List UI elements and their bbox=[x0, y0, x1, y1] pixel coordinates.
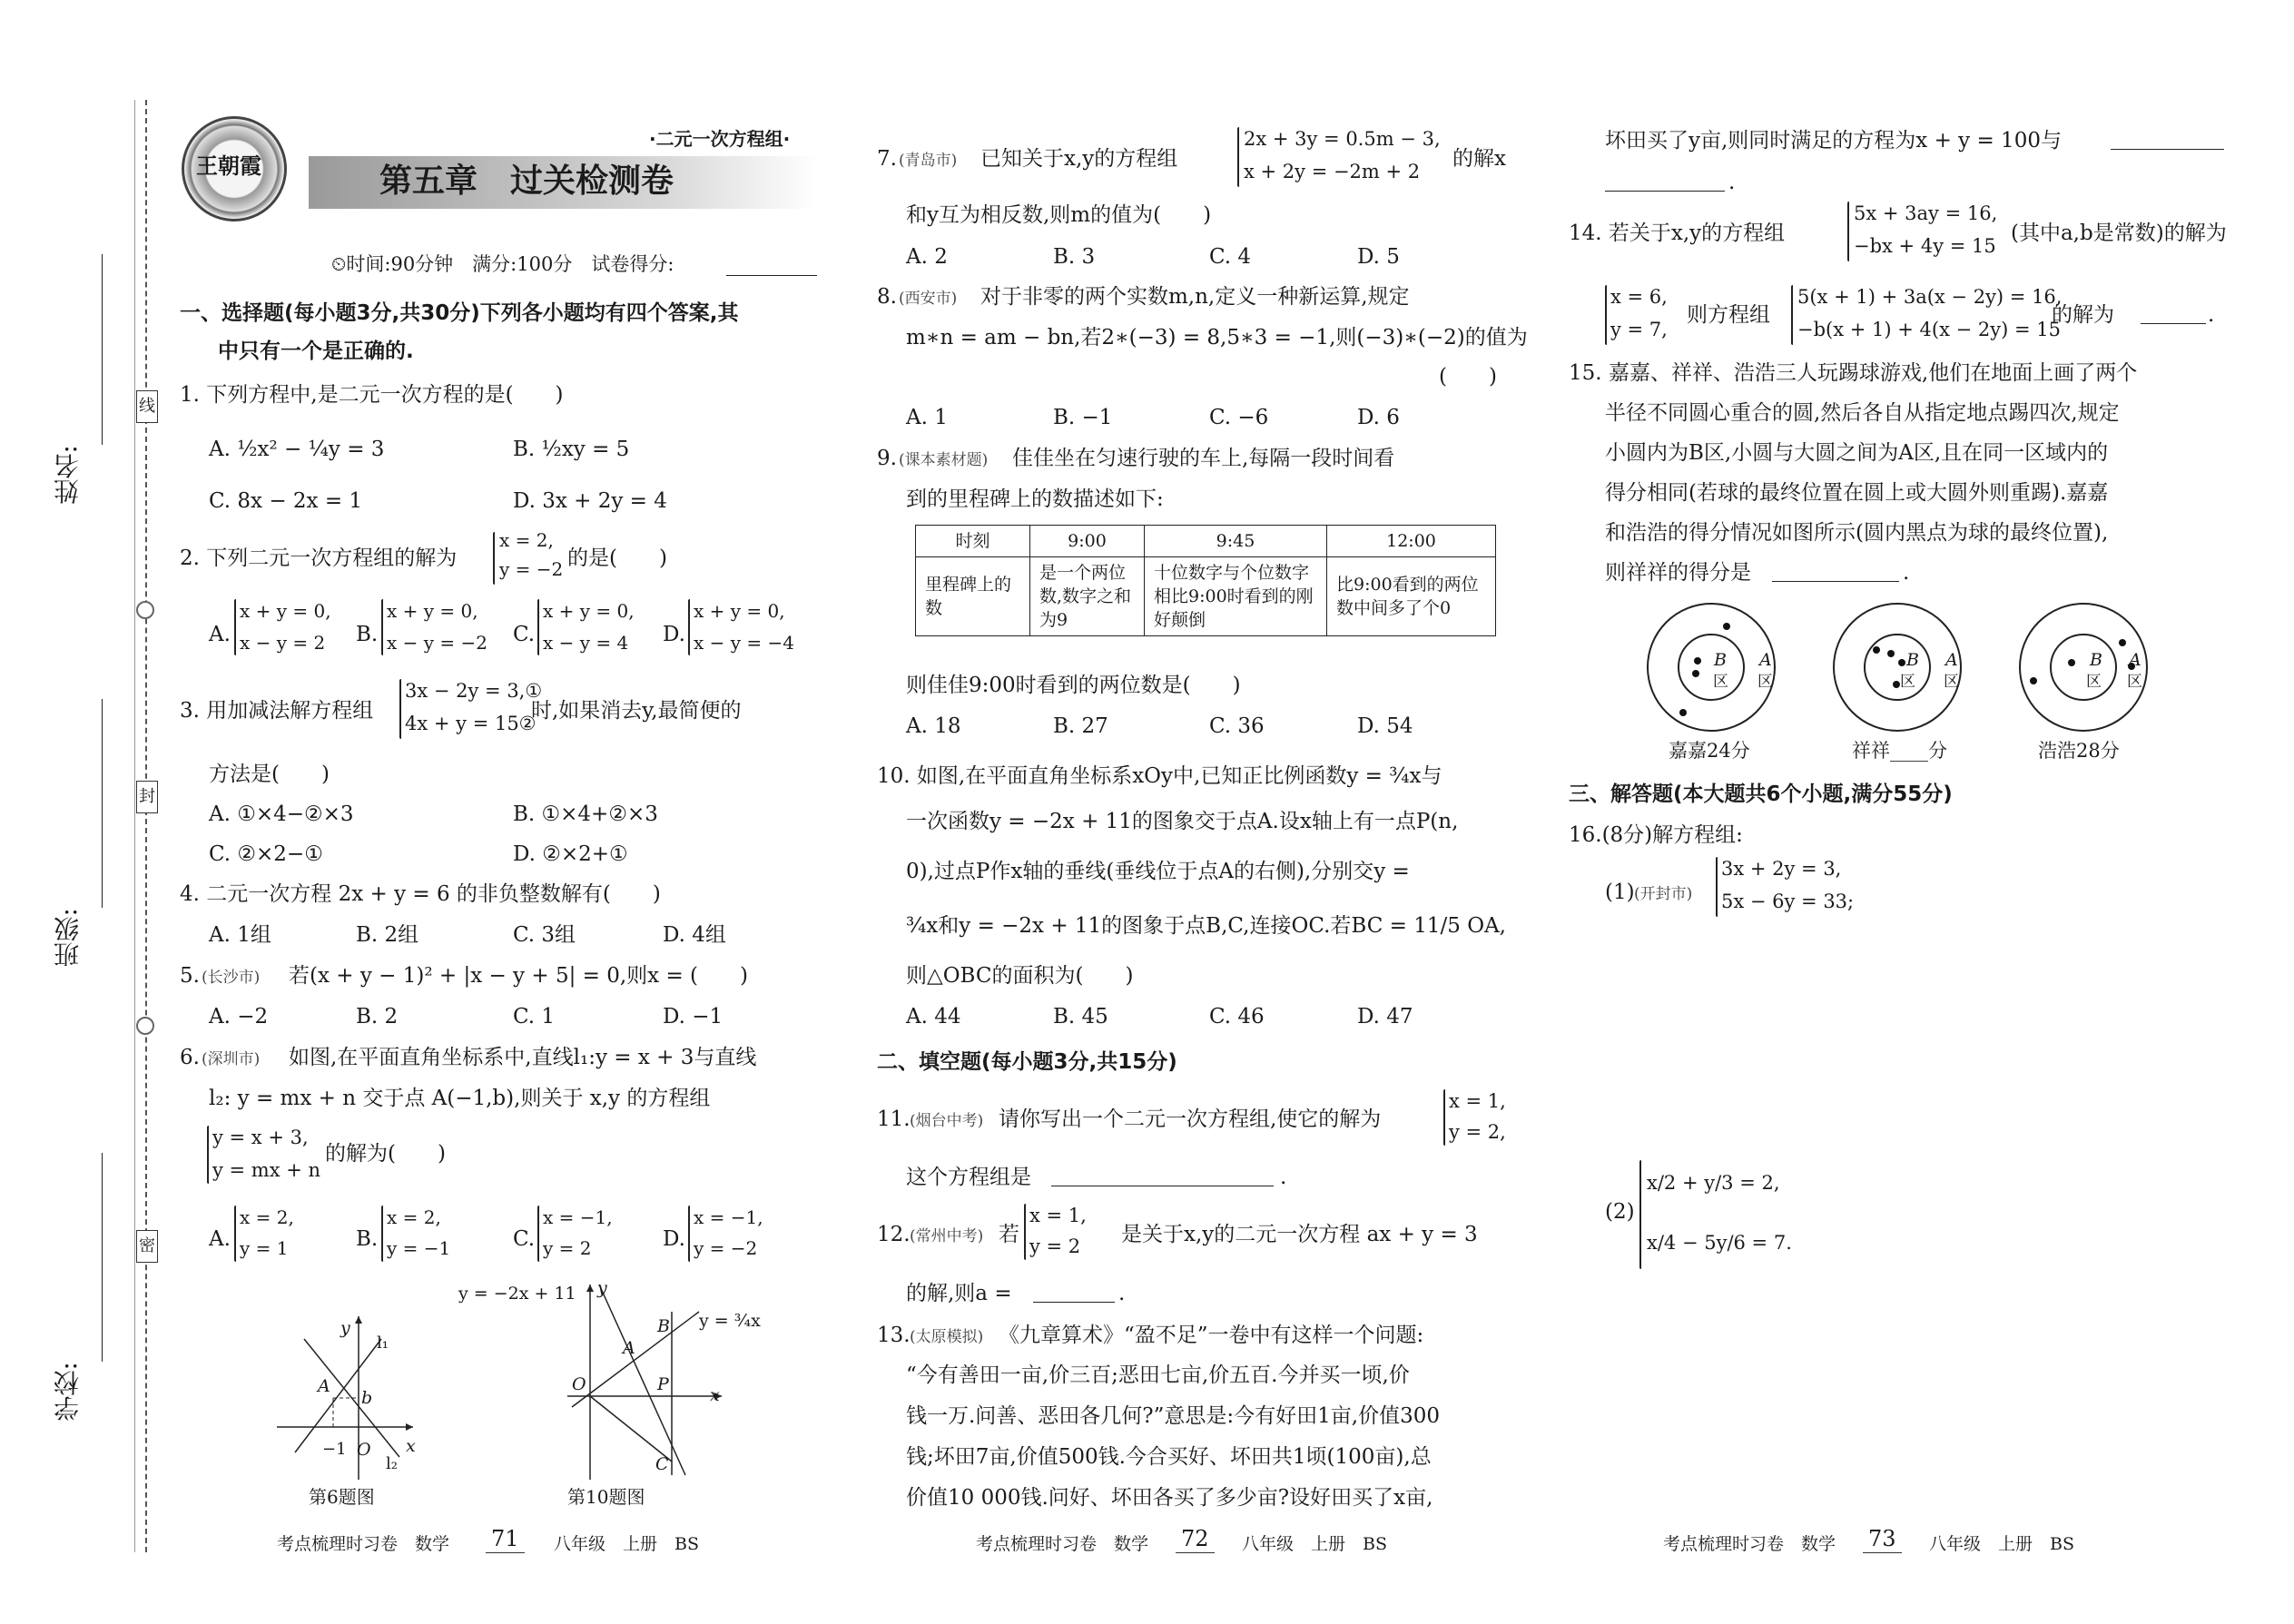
q6-num: 6. bbox=[180, 1046, 200, 1069]
q14-brace bbox=[1847, 202, 1849, 261]
q13-line-1: 《九章算术》“盈不足”一卷中有这样一个问题: bbox=[999, 1324, 1424, 1347]
fig10-A: A bbox=[623, 1338, 635, 1358]
q9-stem: 佳佳坐在匀速行驶的车上,每隔一段时间看 bbox=[1012, 447, 1395, 470]
q14-brace-2 bbox=[1605, 285, 1607, 345]
q7-stem-2: 和y互为相反数,则m的值为( ) bbox=[906, 203, 1212, 227]
q2-c-brace bbox=[537, 599, 539, 655]
fig10-x: x bbox=[710, 1385, 720, 1405]
class-label: 班级: bbox=[53, 908, 83, 968]
fig10-P: P bbox=[657, 1374, 669, 1394]
q11-sys-1: x = 1, bbox=[1449, 1090, 1506, 1112]
fig10-y: y bbox=[597, 1278, 607, 1298]
fig6-l1: l₁ bbox=[377, 1334, 389, 1353]
q15-line-3: 小圆内为B区,小圆与大圆之间为A区,且在同一区域内的 bbox=[1605, 441, 2109, 465]
q7-option-c[interactable]: C. 4 bbox=[1209, 245, 1252, 269]
q15-period: . bbox=[1903, 561, 1910, 585]
q7-option-b[interactable]: B. 3 bbox=[1053, 245, 1096, 269]
q2-c-1: x + y = 0, bbox=[543, 600, 635, 622]
q16-sys1-2: 5x − 6y = 33; bbox=[1721, 891, 1855, 912]
q13-period: . bbox=[1728, 171, 1736, 194]
seal-char-seal: 封 bbox=[136, 781, 158, 813]
q16-brace-1 bbox=[1716, 857, 1718, 917]
q12-sys-2: y = 2 bbox=[1029, 1235, 1081, 1257]
q6-stem: 如图,在平面直角坐标系中,直线l₁:y = x + 3与直线 bbox=[289, 1046, 757, 1069]
q11-source: (烟台中考) bbox=[910, 1112, 984, 1130]
q5-option-c[interactable]: C. 1 bbox=[513, 1005, 556, 1029]
target-label-jiajia: 嘉嘉24分 bbox=[1669, 740, 1750, 762]
q14-brace-3 bbox=[1791, 285, 1793, 345]
q1-option-b[interactable]: B. ½xy = 5 bbox=[513, 438, 630, 461]
q13-line-6: 坏田买了y亩,则同时满足的方程为x + y = 100与 bbox=[1605, 129, 2062, 153]
q7-source: (青岛市) bbox=[899, 152, 958, 170]
q6-sys-2: y = mx + n bbox=[212, 1159, 321, 1181]
q10-option-c[interactable]: C. 46 bbox=[1209, 1005, 1265, 1029]
q14-sys-2: −bx + 4y = 15 bbox=[1854, 235, 1996, 257]
q6-a-2: y = 1 bbox=[240, 1237, 289, 1259]
q6-sys-1: y = x + 3, bbox=[212, 1127, 309, 1148]
seal-char-secret: 密 bbox=[136, 1230, 158, 1263]
q15-answer-blank[interactable] bbox=[1772, 581, 1899, 582]
fig10-O: O bbox=[572, 1374, 586, 1394]
q3-sys-2: 4x + y = 15② bbox=[405, 713, 537, 734]
q2-d-brace bbox=[688, 599, 690, 655]
q6-d-label[interactable]: D. bbox=[663, 1227, 685, 1251]
q9-option-c[interactable]: C. 36 bbox=[1209, 714, 1265, 738]
q8-stem-3: ( ) bbox=[1439, 365, 1497, 389]
q3-stem: 3. 用加减法解方程组 bbox=[180, 699, 374, 723]
q7-option-a[interactable]: A. 2 bbox=[906, 245, 948, 269]
q6-d-brace bbox=[688, 1206, 690, 1262]
q10-stem-3: 0),过点P作x轴的垂线(垂线位于点A的右侧),分别交y = bbox=[906, 860, 1410, 883]
q4-option-b[interactable]: B. 2组 bbox=[356, 923, 419, 947]
school-label: 学校: bbox=[53, 1362, 83, 1422]
fig10-C: C bbox=[655, 1454, 669, 1474]
chapter-tag: ·二元一次方程组· bbox=[649, 128, 791, 150]
q6-d-1: x = −1, bbox=[694, 1206, 763, 1228]
q8-stem: 对于非零的两个实数m,n,定义一种新运算,规定 bbox=[980, 285, 1410, 309]
q9-source: (课本素材题) bbox=[899, 451, 989, 469]
q12-num: 12. bbox=[877, 1223, 911, 1246]
footer-left-72: 考点梳理时习卷 数学 bbox=[976, 1534, 1149, 1554]
zone-b-qu-3: 区 bbox=[2086, 673, 2102, 691]
q10-option-d[interactable]: D. 47 bbox=[1357, 1005, 1413, 1029]
q10-stem: 10. 如图,在平面直角坐标系xOy中,已知正比例函数y = ¾x与 bbox=[877, 764, 1442, 788]
figure-6-caption: 第6题图 bbox=[309, 1486, 375, 1508]
zone-b-label-2: B bbox=[1906, 650, 1919, 670]
q4-option-d[interactable]: D. 4组 bbox=[663, 923, 726, 947]
q11-sys-2: y = 2, bbox=[1449, 1121, 1506, 1143]
q8-num: 8. bbox=[877, 285, 897, 309]
figure-10-caption: 第10题图 bbox=[567, 1486, 645, 1508]
q2-a-2: x − y = 2 bbox=[240, 632, 326, 654]
page-number-72: 72 bbox=[1176, 1525, 1215, 1553]
q8-option-b[interactable]: B. −1 bbox=[1053, 406, 1113, 429]
q13-line-2: “今有善田一亩,价三百;恶田七亩,价五百.今并买一顷,价 bbox=[906, 1363, 1410, 1387]
q2-a-1: x + y = 0, bbox=[240, 600, 331, 622]
q2-sys-2: y = −2 bbox=[499, 558, 564, 580]
q10-option-a[interactable]: A. 44 bbox=[906, 1005, 961, 1029]
q12-stem-2: 的解,则a = bbox=[906, 1282, 1012, 1305]
q16-part1-source: (开封市) bbox=[1634, 885, 1693, 903]
q12-source: (常州中考) bbox=[910, 1227, 984, 1245]
zone-a-label-1: A bbox=[1759, 650, 1772, 670]
q9-stem-3: 则佳佳9:00时看到的两位数是( ) bbox=[906, 674, 1241, 697]
fig10-B: B bbox=[657, 1316, 670, 1336]
section-3-title: 三、解答题(本大题共6个小题,满分55分) bbox=[1569, 782, 1953, 806]
q2-b-brace bbox=[381, 599, 383, 655]
q8-source: (西安市) bbox=[899, 290, 958, 308]
q11-period: . bbox=[1280, 1166, 1287, 1189]
q6-b-label[interactable]: B. bbox=[356, 1227, 379, 1251]
q11-stem: 请你写出一个二元一次方程组,使它的解为 bbox=[999, 1107, 1382, 1131]
q6-c-brace bbox=[537, 1206, 539, 1262]
q16-sys2-2: x/4 − 5y/6 = 7. bbox=[1647, 1232, 1792, 1254]
q6-a-1: x = 2, bbox=[240, 1206, 294, 1228]
page-71 bbox=[0, 0, 844, 1624]
q14-tail-2: 的解为 bbox=[2052, 303, 2114, 327]
zone-a-qu-2: 区 bbox=[1944, 673, 1959, 691]
q2-b-2: x − y = −2 bbox=[387, 632, 488, 654]
q16-sys1-1: 3x + 2y = 3, bbox=[1721, 858, 1842, 880]
table-cell-945: 十位数字与个位数字相比9:00时看到的刚好颠倒 bbox=[1145, 557, 1327, 636]
q13-answer-blank-1[interactable] bbox=[2111, 149, 2224, 150]
q6-d-2: y = −2 bbox=[694, 1237, 758, 1259]
q14-answer-blank[interactable] bbox=[2141, 323, 2206, 324]
section-1-title: 一、选择题(每小题3分,共30分)下列各小题均有四个答案,其 bbox=[180, 301, 739, 325]
q6-source: (深圳市) bbox=[202, 1050, 261, 1068]
q13-line-5: 价值10 000钱.问好、坏田各买了多少亩?设好田买了x亩, bbox=[906, 1486, 1433, 1510]
q8-option-c[interactable]: C. −6 bbox=[1209, 406, 1269, 429]
student-name-label: 姓名: bbox=[53, 445, 83, 505]
q2-b-label[interactable]: B. bbox=[356, 623, 379, 646]
q3-tail: 时,如果消去y,最简便的 bbox=[531, 699, 742, 723]
q6-c-1: x = −1, bbox=[543, 1206, 613, 1228]
q2-a-label[interactable]: A. bbox=[209, 623, 231, 646]
table-cell-1200: 比9:00看到的两位数中间多了个0 bbox=[1327, 557, 1496, 636]
page-number-73: 73 bbox=[1863, 1525, 1902, 1553]
fig6-l2: l₂ bbox=[386, 1454, 398, 1473]
q3-sys-1: 3x − 2y = 3,① bbox=[405, 680, 543, 702]
zone-b-label-3: B bbox=[2090, 650, 2102, 670]
q5-option-d[interactable]: D. −1 bbox=[663, 1005, 724, 1029]
q6-a-brace bbox=[234, 1206, 236, 1262]
q13-answer-blank-2[interactable] bbox=[1605, 191, 1725, 192]
q5-stem: 若(x + y − 1)² + |x − y + 5| = 0,则x = ( ) bbox=[289, 964, 748, 988]
q6-b-2: y = −1 bbox=[387, 1237, 451, 1259]
zone-a-qu-1: 区 bbox=[1757, 673, 1773, 691]
q16-part1-label: (1) bbox=[1605, 881, 1635, 904]
q4-option-c[interactable]: C. 3组 bbox=[513, 923, 576, 947]
table-head-900: 9:00 bbox=[1030, 526, 1145, 557]
q2-d-1: x + y = 0, bbox=[694, 600, 785, 622]
q12-stem: 若 bbox=[999, 1223, 1019, 1246]
q8-option-a[interactable]: A. 1 bbox=[906, 406, 948, 429]
q5-num: 5. bbox=[180, 964, 200, 988]
q9-option-d[interactable]: D. 54 bbox=[1357, 714, 1413, 738]
q9-num: 9. bbox=[877, 447, 897, 470]
footer-right-71: 八年级 上册 BS bbox=[554, 1534, 699, 1554]
q8-stem-2: m∗n = am − bn,若2∗(−3) = 8,5∗3 = −1,则(−3)∗(−2)的值为 bbox=[906, 326, 1528, 349]
q16-part2-label: (2) bbox=[1605, 1200, 1635, 1224]
milestone-table bbox=[915, 525, 1496, 636]
q9-option-b[interactable]: B. 27 bbox=[1053, 714, 1108, 738]
q14-sys3-2: −b(x + 1) + 4(x − 2y) = 15 bbox=[1797, 319, 2061, 340]
q10-option-b[interactable]: B. 45 bbox=[1053, 1005, 1108, 1029]
q6-c-2: y = 2 bbox=[543, 1237, 592, 1259]
zone-b-qu-1: 区 bbox=[1713, 673, 1728, 691]
q1-stem: 1. 下列方程中,是二元一次方程的是( ) bbox=[180, 383, 564, 407]
q2-a-brace bbox=[234, 599, 236, 655]
q12-sys-1: x = 1, bbox=[1029, 1205, 1087, 1226]
q6-tail: 的解为( ) bbox=[325, 1142, 446, 1166]
q15-line-4: 得分相同(若球的最终位置在圆上或大圆外则重踢).嘉嘉 bbox=[1605, 481, 2109, 505]
q6-brace bbox=[207, 1126, 209, 1184]
q1-option-c[interactable]: C. 8x − 2x = 1 bbox=[209, 489, 363, 513]
q3-option-a[interactable]: A. ①×4−②×3 bbox=[209, 802, 354, 826]
page-72 bbox=[871, 0, 1543, 1624]
q7-sys-1: 2x + 3y = 0.5m − 3, bbox=[1244, 128, 1441, 150]
fig6-A: A bbox=[318, 1376, 330, 1396]
zone-b-qu-2: 区 bbox=[1900, 673, 1915, 691]
table-cell-900: 是一个两位数,数字之和为9 bbox=[1030, 557, 1145, 636]
table-head-1200: 12:00 bbox=[1327, 526, 1496, 557]
q2-d-2: x − y = −4 bbox=[694, 632, 795, 654]
footer-right-73: 八年级 上册 BS bbox=[1929, 1534, 2074, 1554]
q8-option-d[interactable]: D. 6 bbox=[1357, 406, 1400, 429]
q13-source: (太原模拟) bbox=[910, 1328, 984, 1346]
fig6-minus1: −1 bbox=[322, 1440, 347, 1459]
footer-left-73: 考点梳理时习卷 数学 bbox=[1663, 1534, 1836, 1554]
q2-stem: 2. 下列二元一次方程组的解为 bbox=[180, 546, 458, 570]
q4-stem: 4. 二元一次方程 2x + y = 6 的非负整数解有( ) bbox=[180, 882, 661, 906]
q1-option-d[interactable]: D. 3x + 2y = 4 bbox=[513, 489, 667, 513]
q16-sys2-1: x/2 + y/3 = 2, bbox=[1647, 1172, 1780, 1194]
q13-line-3: 钱一万.问善、恶田各几何?”意思是:今有好田1亩,价值300 bbox=[906, 1404, 1440, 1428]
page-number-71: 71 bbox=[486, 1525, 525, 1553]
q5-option-b[interactable]: B. 2 bbox=[356, 1005, 399, 1029]
q14-sol-2: y = 7, bbox=[1610, 319, 1668, 340]
exam-info: ⏲时间:90分钟 满分:100分 试卷得分: bbox=[331, 253, 674, 275]
section-1-title-2: 中只有一个是正确的. bbox=[218, 340, 414, 363]
q12-period: . bbox=[1118, 1282, 1126, 1305]
footer-left-71: 考点梳理时习卷 数学 bbox=[277, 1534, 450, 1554]
q3-stem-2: 方法是( ) bbox=[209, 763, 330, 786]
zone-a-label-2: A bbox=[1945, 650, 1958, 670]
q14-period: . bbox=[2208, 303, 2215, 327]
q7-stem: 已知关于x,y的方程组 bbox=[980, 147, 1178, 171]
fig6-b: b bbox=[361, 1388, 373, 1408]
chapter-title: 第五章 过关检测卷 bbox=[379, 162, 674, 200]
q7-tail: 的解x bbox=[1452, 147, 1506, 171]
target-label-xiangxiang: 祥祥____分 bbox=[1852, 740, 1947, 762]
q4-option-a[interactable]: A. 1组 bbox=[209, 923, 271, 947]
q2-sys-1: x = 2, bbox=[499, 529, 554, 551]
q2-d-label[interactable]: D. bbox=[663, 623, 685, 646]
q12-brace bbox=[1024, 1204, 1026, 1260]
q3-option-c[interactable]: C. ②×2−① bbox=[209, 842, 323, 866]
q12-answer-blank[interactable] bbox=[1033, 1302, 1115, 1303]
q6-c-label[interactable]: C. bbox=[513, 1227, 536, 1251]
zone-a-label-3: A bbox=[2129, 650, 2141, 670]
table-row-label: 里程碑上的数 bbox=[916, 557, 1030, 636]
q14-mid: 则方程组 bbox=[1687, 303, 1770, 327]
q6-stem-2: l₂: y = mx + n 交于点 A(−1,b),则关于 x,y 的方程组 bbox=[209, 1087, 711, 1110]
zone-b-label-1: B bbox=[1714, 650, 1727, 670]
q15-line-5: 和浩浩的得分情况如图所示(圆内黑点为球的最终位置), bbox=[1605, 521, 2109, 545]
q11-num: 11. bbox=[877, 1107, 911, 1131]
q1-option-a[interactable]: A. ½x² − ¼y = 3 bbox=[209, 438, 385, 461]
q10-stem-5: 则△OBC的面积为( ) bbox=[906, 964, 1134, 988]
zone-a-qu-3: 区 bbox=[2127, 673, 2142, 691]
q15-line-6: 则祥祥的得分是 bbox=[1605, 561, 1751, 585]
q16-stem: 16.(8分)解方程组: bbox=[1569, 823, 1743, 847]
table-head-time: 时刻 bbox=[916, 526, 1030, 557]
footer-right-72: 八年级 上册 BS bbox=[1242, 1534, 1387, 1554]
logo-text: 王朝霞 bbox=[196, 153, 261, 179]
q6-a-label[interactable]: A. bbox=[209, 1227, 231, 1251]
q6-b-1: x = 2, bbox=[387, 1206, 441, 1228]
q14-tail: (其中a,b是常数)的解为 bbox=[2011, 221, 2227, 245]
fig6-O: O bbox=[357, 1440, 371, 1460]
q11-brace bbox=[1443, 1089, 1445, 1146]
q5-source: (长沙市) bbox=[202, 969, 261, 987]
seal-char-line: 线 bbox=[136, 390, 158, 423]
q10-stem-4: ¾x和y = −2x + 11的图象于点B,C,连接OC.若BC = 11/5 OA, bbox=[906, 914, 1506, 938]
q16-brace-2 bbox=[1639, 1160, 1641, 1269]
q12-tail: 是关于x,y的二元一次方程 ax + y = 3 bbox=[1121, 1223, 1478, 1246]
fig10-line1-label: y = −2x + 11 bbox=[458, 1284, 576, 1304]
q3-option-b[interactable]: B. ①×4+②×3 bbox=[513, 802, 658, 826]
q14-sol-1: x = 6, bbox=[1610, 286, 1668, 308]
q15-line-1: 15. 嘉嘉、祥祥、浩浩三人玩踢球游戏,他们在地面上画了两个 bbox=[1569, 361, 2138, 385]
q7-sys-2: x + 2y = −2m + 2 bbox=[1244, 161, 1421, 182]
q3-brace bbox=[399, 679, 401, 739]
q3-option-d[interactable]: D. ②×2+① bbox=[513, 842, 628, 866]
fig6-y: y bbox=[340, 1318, 350, 1338]
q2-tail: 的是( ) bbox=[567, 546, 667, 570]
q10-stem-2: 一次函数y = −2x + 11的图象交于点A.设x轴上有一点P(n, bbox=[906, 810, 1459, 833]
q14-sys-1: 5x + 3ay = 16, bbox=[1854, 202, 1998, 224]
q5-option-a[interactable]: A. −2 bbox=[209, 1005, 269, 1029]
q14-stem: 14. 若关于x,y的方程组 bbox=[1569, 221, 1786, 245]
fig10-line2-label: y = ¾x bbox=[699, 1311, 761, 1331]
q2-b-1: x + y = 0, bbox=[387, 600, 478, 622]
q13-num: 13. bbox=[877, 1324, 911, 1347]
page-73 bbox=[1561, 0, 2288, 1624]
q2-brace bbox=[493, 532, 495, 585]
q2-c-2: x − y = 4 bbox=[543, 632, 629, 654]
q6-b-brace bbox=[381, 1206, 383, 1262]
q11-stem-2: 这个方程组是 bbox=[906, 1166, 1031, 1189]
table-head-945: 9:45 bbox=[1145, 526, 1327, 557]
q7-option-d[interactable]: D. 5 bbox=[1357, 245, 1400, 269]
target-label-haohao: 浩浩28分 bbox=[2038, 740, 2120, 762]
q15-line-2: 半径不同圆心重合的圆,然后各自从指定地点踢四次,规定 bbox=[1605, 401, 2120, 425]
q14-sys3-1: 5(x + 1) + 3a(x − 2y) = 16, bbox=[1797, 286, 2063, 308]
q7-brace bbox=[1237, 127, 1239, 187]
q2-c-label[interactable]: C. bbox=[513, 623, 536, 646]
section-2-title: 二、填空题(每小题3分,共15分) bbox=[877, 1050, 1177, 1074]
fig6-x: x bbox=[406, 1436, 416, 1456]
score-field[interactable] bbox=[726, 275, 817, 276]
q7-num: 7. bbox=[877, 147, 897, 171]
q13-line-4: 钱;坏田7亩,价值500钱.今合买好、坏田共1顷(100亩),总 bbox=[906, 1445, 1432, 1469]
q9-option-a[interactable]: A. 18 bbox=[906, 714, 961, 738]
q9-stem-2: 到的里程碑上的数描述如下: bbox=[906, 487, 1164, 511]
